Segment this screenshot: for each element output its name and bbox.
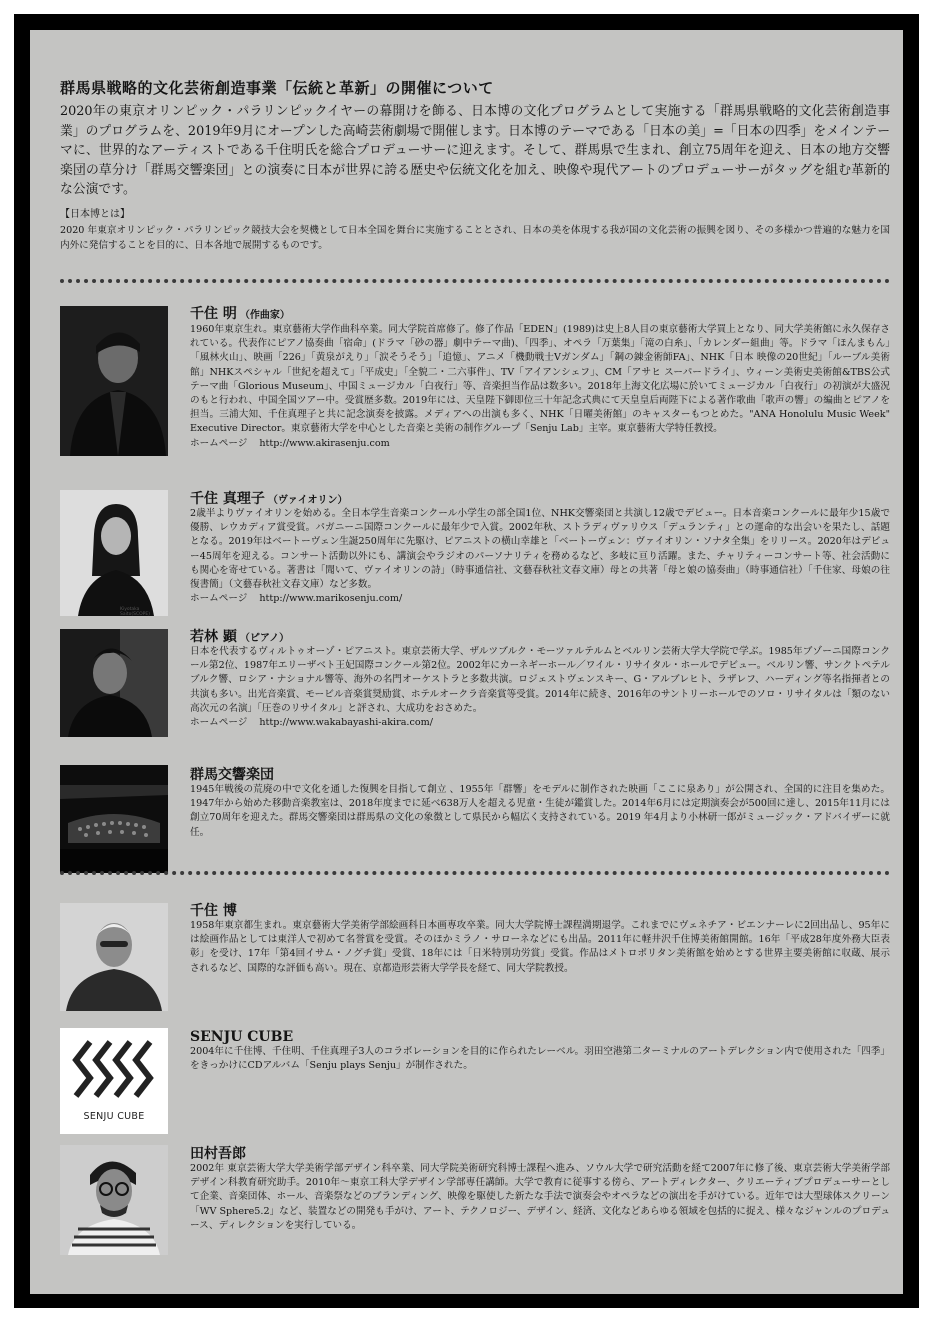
profile-bio [190,323,890,451]
profile-bio [190,645,890,730]
homepage-line [190,592,890,606]
homepage-label: ホームページ [190,717,248,729]
lead-paragraph: 2020年の東京オリンピック・パラリンピックイヤーの幕開けを飾る、日本博の文化プログラムとして実施する「群馬県戦略的文化芸術創造事業」のプログラムを、2019年9月にオープンした高崎芸術劇場で開催します。日本博のテーマである「日本の美」=「日本の四季」をメインテーマに、世界的なアーティストである千住明氏を総合プロデューサーに迎えます。そして、群馬県で生まれ、創立75周年を迎え、日本の地方交響楽団の草分け「群馬交響楽団」との演奏に日本が世界に誇る歴史や伝統文化を加え、映像や現代アートのプロデューサーがタッグを組む革新的な公演です。 [60,104,890,197]
portrait-akira-wakabayashi [60,629,168,737]
homepage-line [190,437,890,451]
profile-name-text: SENJU CUBE [190,1029,294,1045]
homepage-link[interactable]: http://www.akirasenju.com [259,437,390,449]
portrait-akira-senju [60,306,168,456]
profile-bio-text: 1960年東京生れ。東京藝術大学作曲科卒業。同大学院首席修了。修了作品「EDEN」(1989)は史上8人目の東京藝術大学買上となり、同大学美術館に永久保存されている。代表作にピアノ協奏曲「宿命」(ドラマ「砂の器」劇中テーマ曲)、「四季」、オペラ「万葉集」「滝の白糸」、「カレンダー組曲」等。ドラマ「ほんまもん」「風林火山」、映画「226」「黄泉がえり」「涙そうそう」「追憶」、アニメ「機動戦士Vガンダム」「鋼の錬金術師FA」、NHK「日本 映像の20世紀」「ルーブル美術館」NHKスペシャル「世紀を超えて」「平成史」「全貌二・二六事件」、TV「アイアンシェフ」、CM「アサヒ スーパードライ」、ウィーン美術史美術館&TBS公式テーマ曲「Glorious Museum」、中国ミュージカル「白夜行」等、音楽担当作品は数多い。2018年上海文化広場に於いてミュージカル「白夜行」の初演が大盛況のもと行われ、中国全国ツアー中。受賞歴多数。2019年には、天皇陛下御即位三十年記念式典にて天皇皇后両陛下による著作歌曲「歌声の響」の編曲とピアノを担当。三浦大知、千住真理子と共に記念演奏を披露。メディアへの出演も多く、NHK「日曜美術館」のキャスターもつとめた。"ANA Honolulu Music Week" Executive Director。東京藝術大学を中心とした音楽と美術の制作グループ「Senju Lab」主宰。東京藝術大学特任教授。 [190,324,890,435]
profile-role: （ピアノ） [239,633,290,644]
profile-role: （ヴァイオリン） [267,495,348,506]
profile-bio-text: 1958年東京都生まれ。東京藝術大学美術学部絵画科日本画専攻卒業。同大大学院博士課程満期退学。これまでにヴェネチア・ビエンナーレに2回出品し、95年には絵画作品としては東洋人で初めて名誉賞を受賞。そのほかミラノ・サローネなどにも出品。2011年に軽井沢千住博美術館開館。16年「平成28年度外務大臣表彰」を受け、17年「第4回イサム・ノグチ賞」受賞、18年には「日米特別功労賞」受賞。作品はメトロポリタン美術館を始めとする世界主要美術館に収蔵、展示されるなど、国際的な評価も高い。現在、京都造形芸術大学学長を経て、同大学院教授。 [190,920,890,974]
portrait-hiroshi-senju [60,903,168,1011]
profile-name-text: 千住 真理子 [190,491,265,507]
profile-bio-text: 2002年 東京芸術大学大学美術学部デザイン科卒業、同大学院美術研究科博士課程へ進み、ソウル大学で研究活動を経て2007年に修了後、東京芸術大学美術学部デザイン科教育研究助手。2010年〜東京工科大学デザイン学部専任講師。大学で教育に従事する傍ら、アートディレクター、クリエーティブプロデューサーとして企業、音楽団体、ホール、音楽祭などのブランディング、映像を駆使した新たな手法で演奏会やオペラなどの演出を手がけている。近年では大型球体スクリーン「WV Sphere5.2」など、装置などの開発も手がけ、アート、テクノロジー、デザイン、経済、文化などあらゆる領域を包括的に捉え、様々なジャンルのプロデュース、ディレクションを実行している。 [190,1163,890,1231]
dotted-divider [60,279,890,283]
profile-name-text: 田村吾郎 [190,1146,246,1162]
senju-cube-emblem-icon [60,1032,168,1112]
homepage-link[interactable]: http://www.wakabayashi-akira.com/ [259,717,433,729]
profile-bio-text: 1945年戦後の荒廃の中で文化を通した復興を目指して創立 、1955年「群響」をモデルに制作された映画「ここに泉あり」が公開され、全国的に注目を集めた。1947年から始めた移動音楽教室は、2018年度までに延べ638万人を超える児童・生徒が鑑賞した。2014年6月には定期演奏会が500回に達し、2015年11月には創立70周年を迎えた。群馬交響楽団は群馬県の文化の象徴として県民から幅広く支持されている。2019 年4月より小林研一郎がミュージック・アドバイザーに就任。 [190,784,890,838]
profile-role: （作曲家） [239,310,290,321]
profile-bio [190,1045,890,1073]
homepage-line [190,716,890,730]
profile-name [190,766,274,784]
profile-name-text: 千住 博 [190,903,237,919]
profile-name [190,902,237,920]
profile-name [190,1028,293,1046]
profile-bio [190,1162,890,1233]
profile-bio-text: 2004年に千住博、千住明、千住真理子3人のコラボレーションを目的に作られたレーベル。羽田空港第二ターミナルのアートデレクション内で使用された「四季」をきっかけにCDアルバム「Senju plays Senju」が制作された。 [190,1046,890,1072]
profile-name-text: 若林 顕 [190,629,237,645]
profile-bio-text: 2歳半よりヴァイオリンを始める。全日本学生音楽コンクール小学生の部全国1位、NHK交響楽団と共演し12歳でデビュー。日本音楽コンクールに最年少15歳で優勝、レウカディア賞受賞。パガニーニ国際コンクールに最年少で入賞。2002年秋、ストラディヴァリウス「デュランティ」との運命的な出会いを果たし、話題となる。2019年はベートーヴェン生誕250周年に先駆け、ピアニストの横山幸雄と「ベートーヴェン：ヴァイオリン・ソナタ全集」をリリース。2020年はデビュー45周年を迎える。コンサート活動以外にも、講演会やラジオのパーソナリティを務めるなど、多岐に亘り活躍。また、チャリティーコンサート等、社会活動にも関心を寄せている。著書は「聞いて、ヴァイオリンの詩」（時事通信社、文藝春秋社文春文庫）母との共著「母と娘の協奏曲」（時事通信社）「千住家、母娘の往復書簡」（文藝春秋社文春文庫）など多数。 [190,508,890,591]
portrait-goro-tamura [60,1145,168,1255]
nippon-haku-body: 2020 年東京オリンピック・パラリンピック競技大会を契機として日本全国を舞台に実施することとされ、日本の美を体現する我が国の文化芸術の振興を図り、その多様かつ普遍的な魅力を国内外に発信することを目的に、日本各地で展開するものです。 [60,225,890,251]
page-title: 群馬県戦略的文化芸術創造事業「伝統と革新」の開催について [60,79,494,97]
profile-name [190,305,290,325]
flyer-sheet [30,30,903,1294]
profile-name-text: 群馬交響楽団 [190,767,274,783]
profile-bio [190,507,890,606]
portrait-mariko-senju [60,490,168,616]
homepage-label: ホームページ [190,593,248,605]
homepage-label: ホームページ [190,437,248,449]
profile-name-text: 千住 明 [190,306,237,322]
photo-gunma-symphony-orchestra [60,765,168,873]
photo-credit: Kiyotaka Saito(SCOPE) [120,607,150,616]
profile-bio-text: 日本を代表するヴィルトゥオーゾ・ピアニスト。東京芸術大学、ザルツブルク・モーツァルテルムとベルリン芸術大学大学院で学ぶ。1985年ブゾーニ国際コンクール第2位、1987年エリーザベト王妃国際コンクール第2位。2002年にカーネギーホール／ワイル・リサイタル・ホールでデビュー。ベルリン響、サンクトペテルブルク響、ロシア・ナショナル響等、海外の名門オーケストラと多数共演。ロジェストヴェンスキー、G・アルブレヒト、ラザレフ、ハーディング等名指揮者との共演も多い。出光音楽賞、モービル音楽賞奨励賞、ホテルオークラ音楽賞等受賞。2014年に続き、2016年のサントリーホールでのソロ・リサイタルは「類のない高次元の名演」「圧巻のリサイタル」と評され、大成功をおさめた。 [190,646,890,714]
profile-bio [190,919,890,976]
profile-bio [190,783,890,840]
nippon-haku-heading: 【日本博とは】 [60,209,130,220]
dotted-divider [60,871,890,875]
profile-name [190,1145,246,1163]
senju-cube-logo [60,1028,168,1134]
senju-cube-logo-text: SENJU CUBE [83,1111,145,1122]
homepage-link[interactable]: http://www.marikosenju.com/ [259,593,403,605]
